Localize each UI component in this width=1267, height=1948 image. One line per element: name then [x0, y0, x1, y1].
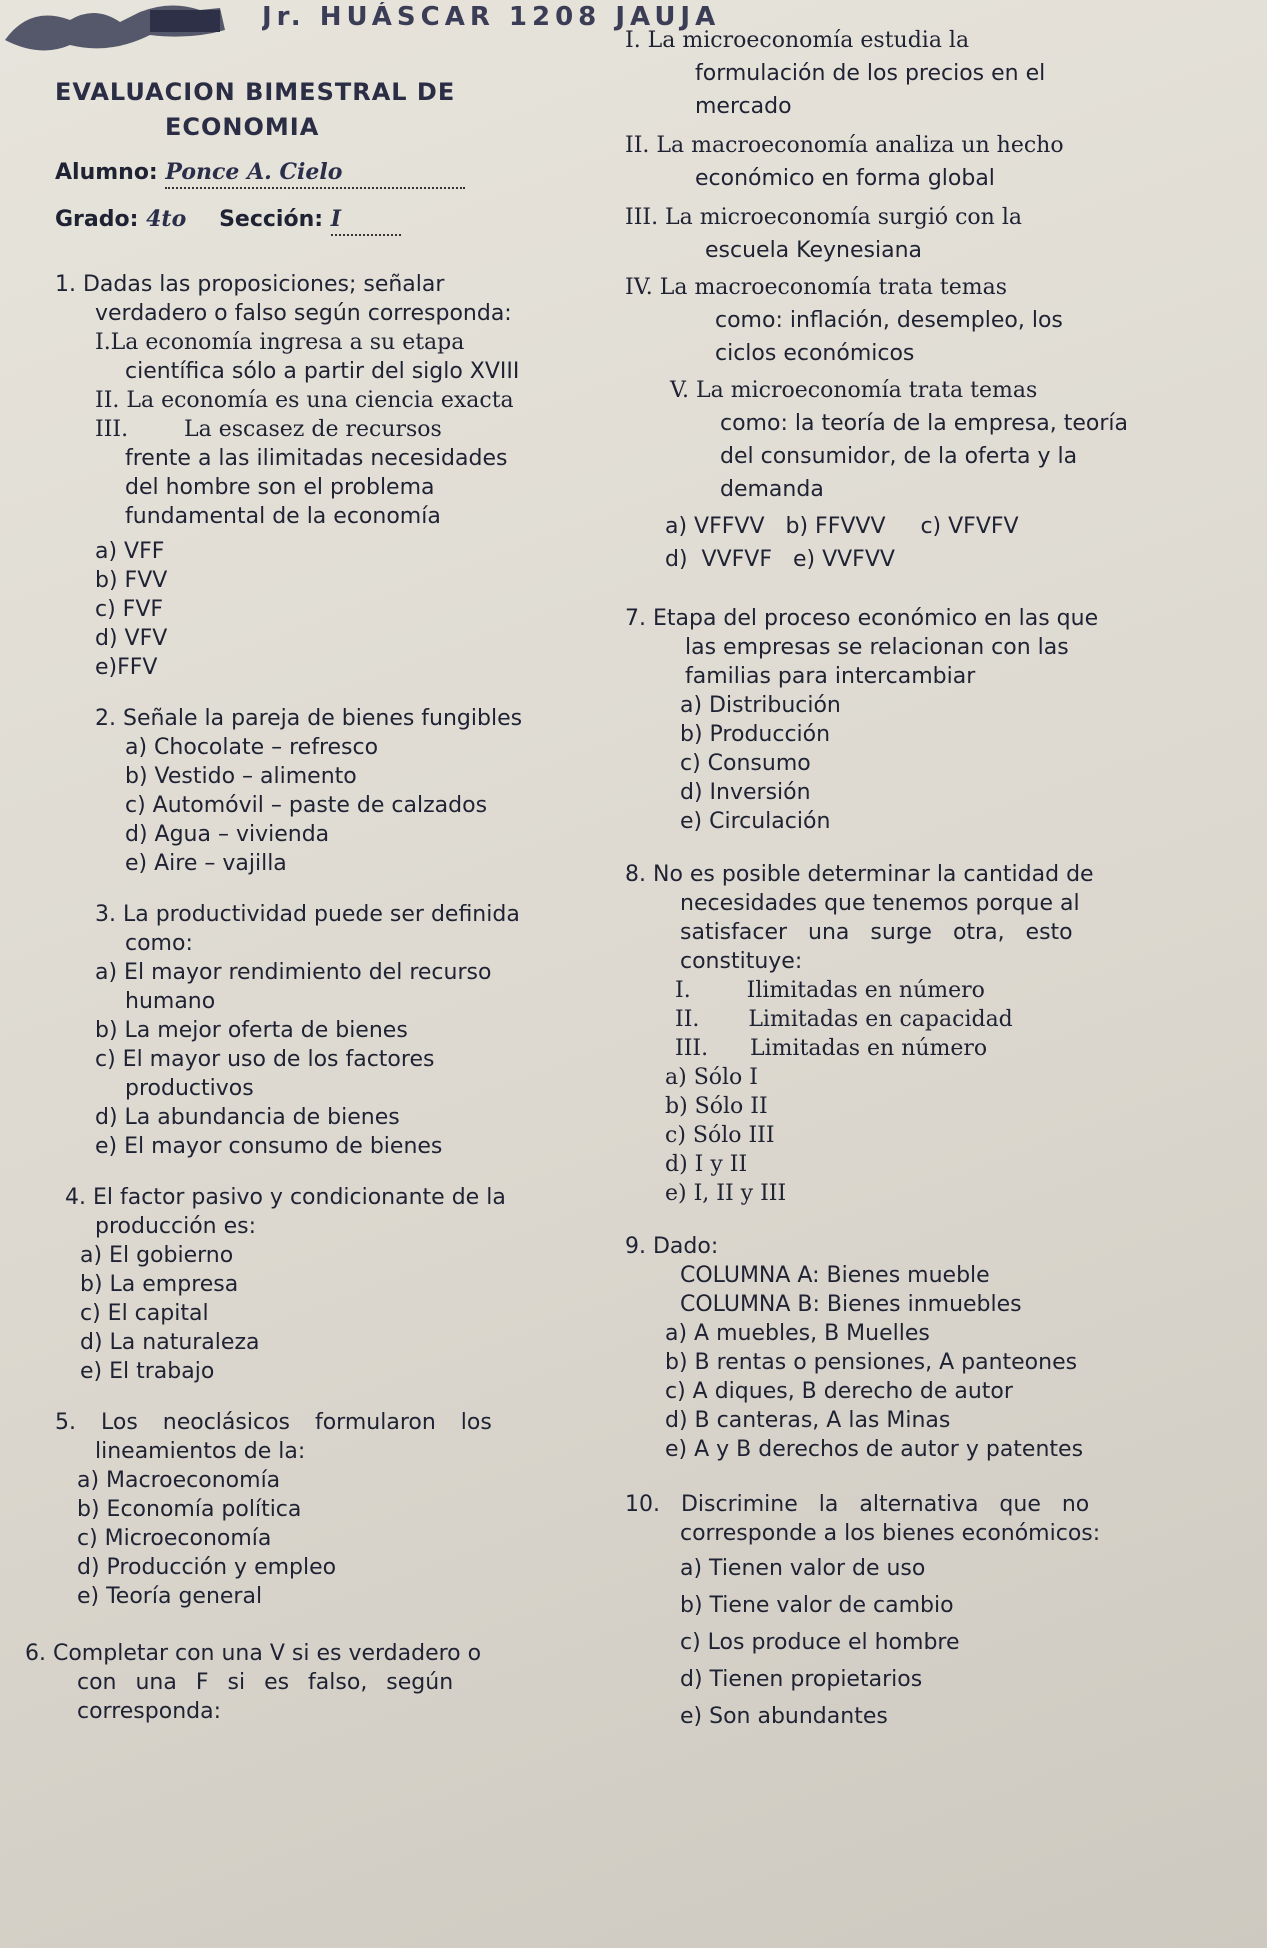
q7-option-a[interactable]: a) Distribución: [680, 693, 841, 718]
school-address: Jr. HUÁSCAR 1208 JAUJA: [262, 2, 721, 32]
q5-title-1: 5. Los neoclásicos formularon los: [55, 1410, 492, 1435]
exam-title: EVALUACION BIMESTRAL DE: [55, 78, 456, 106]
student-label: Alumno:: [55, 160, 158, 185]
q5-option-c[interactable]: c) Microeconomía: [77, 1526, 272, 1551]
q3-option-b[interactable]: b) La mejor oferta de bienes: [95, 1018, 408, 1043]
q3-option-a[interactable]: a) El mayor rendimiento del recurso: [95, 960, 492, 985]
q6-statement: demanda: [720, 477, 824, 502]
q7-option-e[interactable]: e) Circulación: [680, 809, 831, 834]
q4-option-e[interactable]: e) El trabajo: [80, 1359, 215, 1384]
school-logo: [0, 0, 230, 58]
q6-title-1: 6. Completar con una V si es verdadero o: [25, 1641, 482, 1666]
q6-statement: escuela Keynesiana: [705, 238, 923, 263]
q10-option-d[interactable]: d) Tienen propietarios: [680, 1667, 923, 1692]
q5-option-a[interactable]: a) Macroeconomía: [77, 1468, 281, 1493]
q10-title-1: 10. Discrimine la alternativa que no: [625, 1492, 1090, 1517]
question-2: [55, 704, 575, 878]
question-3: [55, 900, 575, 1161]
q6-statement: formulación de los precios en el: [695, 61, 1046, 86]
q2-option-a[interactable]: a) Chocolate – refresco: [125, 735, 379, 760]
section-label: Sección:: [219, 207, 324, 232]
grade-label: Grado:: [55, 207, 139, 232]
q8-statement: III. Limitadas en número: [675, 1036, 988, 1061]
left-column: [25, 70, 575, 1726]
q9-option-c[interactable]: c) A diques, B derecho de autor: [665, 1379, 1013, 1404]
question-9: [625, 1232, 1185, 1464]
q9-option-a[interactable]: a) A muebles, B Muelles: [665, 1321, 930, 1346]
q9-option-d[interactable]: d) B canteras, A las Minas: [665, 1408, 951, 1433]
q8-option-b[interactable]: b) Sólo II: [665, 1094, 768, 1119]
q1-option-a[interactable]: a) VFF: [95, 539, 165, 564]
q6-options-2[interactable]: d) VVFVF e) VVFVV: [665, 547, 895, 572]
q8-title-4: constituye:: [680, 949, 803, 974]
q3-option-e[interactable]: e) El mayor consumo de bienes: [95, 1134, 443, 1159]
q6-statement: IV. La macroeconomía trata temas: [625, 275, 1008, 300]
question-4: [55, 1183, 575, 1386]
q8-option-a[interactable]: a) Sólo I: [665, 1065, 758, 1090]
q1-statement: I.La economía ingresa a su etapa: [95, 330, 465, 355]
q6-statement: I. La microeconomía estudia la: [625, 28, 970, 53]
q10-option-c[interactable]: c) Los produce el hombre: [680, 1630, 960, 1655]
q10-option-e[interactable]: e) Son abundantes: [680, 1704, 888, 1729]
q8-option-e[interactable]: e) I, II y III: [665, 1181, 787, 1206]
q8-option-c[interactable]: c) Sólo III: [665, 1123, 775, 1148]
q7-title-3: familias para intercambiar: [685, 664, 976, 689]
q4-option-c[interactable]: c) El capital: [80, 1301, 209, 1326]
q8-title-1: 8. No es posible determinar la cantidad de: [625, 862, 1094, 887]
q2-option-e[interactable]: e) Aire – vajilla: [125, 851, 287, 876]
q8-option-d[interactable]: d) I y II: [665, 1152, 748, 1177]
q7-option-b[interactable]: b) Producción: [680, 722, 831, 747]
grade-field[interactable]: 4to: [146, 206, 187, 232]
q2-option-b[interactable]: b) Vestido – alimento: [125, 764, 357, 789]
student-name-field[interactable]: Ponce A. Cielo: [165, 158, 465, 189]
q3-title-2: como:: [125, 931, 193, 956]
q8-statement: I. Ilimitadas en número: [675, 978, 985, 1003]
q1-option-c[interactable]: c) FVF: [95, 597, 164, 622]
q5-option-b[interactable]: b) Economía política: [77, 1497, 302, 1522]
q7-title-1: 7. Etapa del proceso económico en las que: [625, 606, 1099, 631]
q5-option-d[interactable]: d) Producción y empleo: [77, 1555, 337, 1580]
q6-title-2: con una F si es falso, según: [77, 1670, 454, 1695]
q6-statements: [625, 26, 1185, 574]
q3-option-c-cont: productivos: [125, 1076, 254, 1101]
right-column: [625, 6, 1185, 1731]
q6-statement: ciclos económicos: [715, 341, 915, 366]
q10-option-b[interactable]: b) Tiene valor de cambio: [680, 1593, 954, 1618]
q4-option-d[interactable]: d) La naturaleza: [80, 1330, 260, 1355]
section-field[interactable]: I: [331, 205, 401, 236]
q6-statement: mercado: [695, 94, 792, 119]
q6-statement: II. La macroeconomía analiza un hecho: [625, 133, 1064, 158]
q6-statement: V. La microeconomía trata temas: [670, 378, 1038, 403]
question-6: [25, 1639, 575, 1726]
question-7: [625, 604, 1185, 836]
q1-statement: del hombre son el problema: [125, 475, 435, 500]
q1-statement: frente a las ilimitadas necesidades: [125, 446, 508, 471]
q6-statement: económico en forma global: [695, 166, 995, 191]
q6-statement: como: inflación, desempleo, los: [715, 308, 1063, 333]
q8-title-3: satisfacer una surge otra, esto: [680, 920, 1073, 945]
q1-title-2: verdadero o falso según corresponda:: [95, 301, 512, 326]
q6-options-1[interactable]: a) VFFVV b) FFVVV c) VFVFV: [665, 514, 1019, 539]
q4-title-2: producción es:: [95, 1214, 257, 1239]
q9-column-b: COLUMNA B: Bienes inmuebles: [680, 1292, 1022, 1317]
q7-title-2: las empresas se relacionan con las: [685, 635, 1069, 660]
q9-column-a: COLUMNA A: Bienes mueble: [680, 1263, 990, 1288]
q8-title-2: necesidades que tenemos porque al: [680, 891, 1080, 916]
q8-statement: II. Limitadas en capacidad: [675, 1007, 1013, 1032]
q1-option-e[interactable]: e)FFV: [95, 655, 158, 680]
student-line: [55, 158, 575, 189]
q4-option-a[interactable]: a) El gobierno: [80, 1243, 234, 1268]
q10-title-2: corresponde a los bienes económicos:: [680, 1521, 1101, 1546]
q2-title: 2. Señale la pareja de bienes fungibles: [95, 706, 523, 731]
question-1: [55, 270, 575, 682]
q7-option-d[interactable]: d) Inversión: [680, 780, 811, 805]
q5-title-2: lineamientos de la:: [95, 1439, 306, 1464]
q4-option-b[interactable]: b) La empresa: [80, 1272, 239, 1297]
q10-option-a[interactable]: a) Tienen valor de uso: [680, 1556, 926, 1581]
q3-option-c[interactable]: c) El mayor uso de los factores: [95, 1047, 435, 1072]
q6-title-3: corresponda:: [77, 1699, 221, 1724]
q1-statement: fundamental de la economía: [125, 504, 441, 529]
question-8: [625, 860, 1185, 1208]
q3-option-a-cont: humano: [125, 989, 216, 1014]
question-5: [55, 1408, 575, 1611]
q6-statement: III. La microeconomía surgió con la: [625, 205, 1022, 230]
q3-option-d[interactable]: d) La abundancia de bienes: [95, 1105, 400, 1130]
q3-title-1: 3. La productividad puede ser definida: [95, 902, 520, 927]
q5-option-e[interactable]: e) Teoría general: [77, 1584, 263, 1609]
question-10: [625, 1490, 1185, 1731]
q1-statement: III. La escasez de recursos: [95, 417, 442, 442]
subject-title: ECONOMIA: [165, 113, 320, 141]
q1-statement: científica sólo a partir del siglo XVIII: [125, 359, 520, 384]
q7-option-c[interactable]: c) Consumo: [680, 751, 811, 776]
q1-title-1: 1. Dadas las proposiciones; señalar: [55, 272, 445, 297]
grade-line: [55, 205, 575, 236]
q6-statement: como: la teoría de la empresa, teoría: [720, 411, 1128, 436]
q1-statement: II. La economía es una ciencia exacta: [95, 388, 514, 413]
q6-statement: del consumidor, de la oferta y la: [720, 444, 1078, 469]
q1-option-b[interactable]: b) FVV: [95, 568, 168, 593]
q2-option-c[interactable]: c) Automóvil – paste de calzados: [125, 793, 488, 818]
q9-title: 9. Dado:: [625, 1234, 719, 1259]
q4-title-1: 4. El factor pasivo y condicionante de la: [65, 1185, 506, 1210]
q1-option-d[interactable]: d) VFV: [95, 626, 168, 651]
q9-option-b[interactable]: b) B rentas o pensiones, A panteones: [665, 1350, 1078, 1375]
q2-option-d[interactable]: d) Agua – vivienda: [125, 822, 330, 847]
q9-option-e[interactable]: e) A y B derechos de autor y patentes: [665, 1437, 1084, 1462]
